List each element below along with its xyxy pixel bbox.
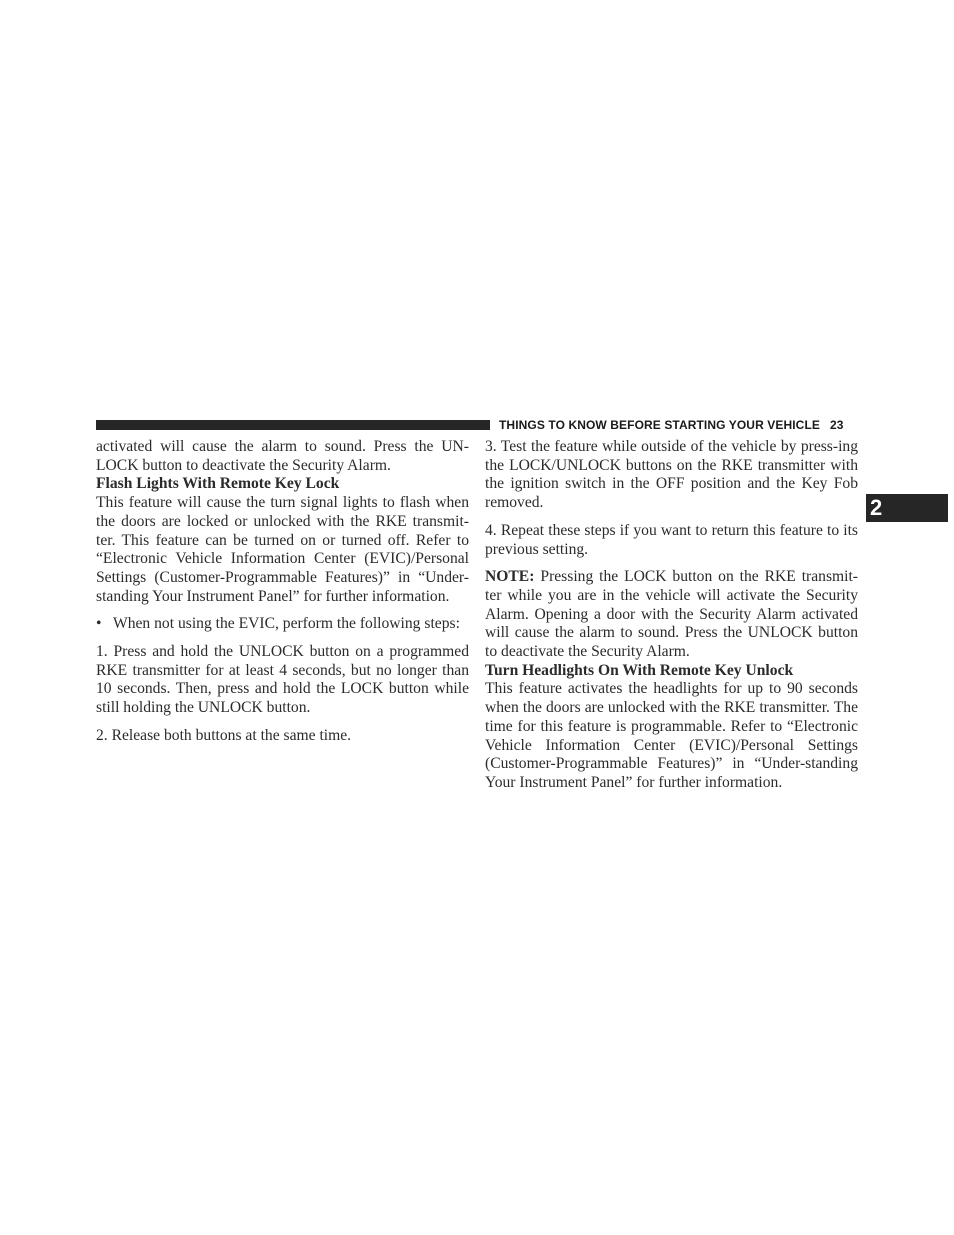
bullet-icon: • [96, 615, 102, 633]
continued-paragraph: activated will cause the alarm to sound. Press the UN-LOCK button to deactivate the Security Alarm. [96, 438, 469, 474]
bullet-text: When not using the EVIC, perform the following steps: [113, 615, 460, 633]
step-1: 1. Press and hold the UNLOCK button on a programmed RKE transmitter for at least 4 seconds, but no longer than 10 seconds. Then, press and hold the LOCK button while still holding the UNLOCK button. [96, 643, 469, 717]
note-text: Pressing the LOCK button on the RKE transmit-ter while you are in the vehicle will activate the Security Alarm. Opening a door with the Security Alarm activated will cause the alarm to sound. Press the UNLOCK button to deactivate the Security Alarm. [485, 568, 858, 661]
section-heading-flash-lights: Flash Lights With Remote Key Lock [96, 475, 340, 493]
headlights-paragraph: This feature activates the headlights for up to 90 seconds when the doors are unlocked with the RKE transmitter. The time for this feature is programmable. Refer to “Electronic Vehicle Information Center (EVIC)/Personal Settings (Customer-Programmable Features)” in “Under-standing Your Instrument Panel” for further information. [485, 680, 858, 791]
left-column [96, 438, 469, 746]
section-title: THINGS TO KNOW BEFORE STARTING YOUR VEHICLE [499, 418, 820, 432]
right-column [485, 438, 858, 793]
note-paragraph [485, 568, 858, 662]
running-header [499, 417, 859, 433]
section-heading-headlights: Turn Headlights On With Remote Key Unlock [485, 661, 794, 679]
chapter-tab [866, 494, 948, 522]
step-2: 2. Release both buttons at the same time. [96, 726, 352, 744]
page-number: 23 [829, 418, 844, 432]
chapter-number: 2 [870, 495, 883, 520]
flash-lights-paragraph: This feature will cause the turn signal lights to flash when the doors are locked or unlocked with the RKE transmit-ter. This feature can be turned on or turned off. Refer to “Electronic Vehicle Information Center (EVIC)/Personal Settings (Customer-Programmable Features)” in “Under-standing Your Instrument Panel” for further information. [96, 494, 469, 605]
note-label: NOTE: [485, 568, 535, 586]
header-rule-bar [96, 420, 490, 430]
step-3: 3. Test the feature while outside of the vehicle by press-ing the LOCK/UNLOCK buttons on the RKE transmitter with the ignition switch in the OFF position and the Key Fob removed. [485, 438, 858, 512]
step-4: 4. Repeat these steps if you want to return this feature to its previous setting. [485, 521, 858, 558]
bullet-item [96, 615, 469, 634]
